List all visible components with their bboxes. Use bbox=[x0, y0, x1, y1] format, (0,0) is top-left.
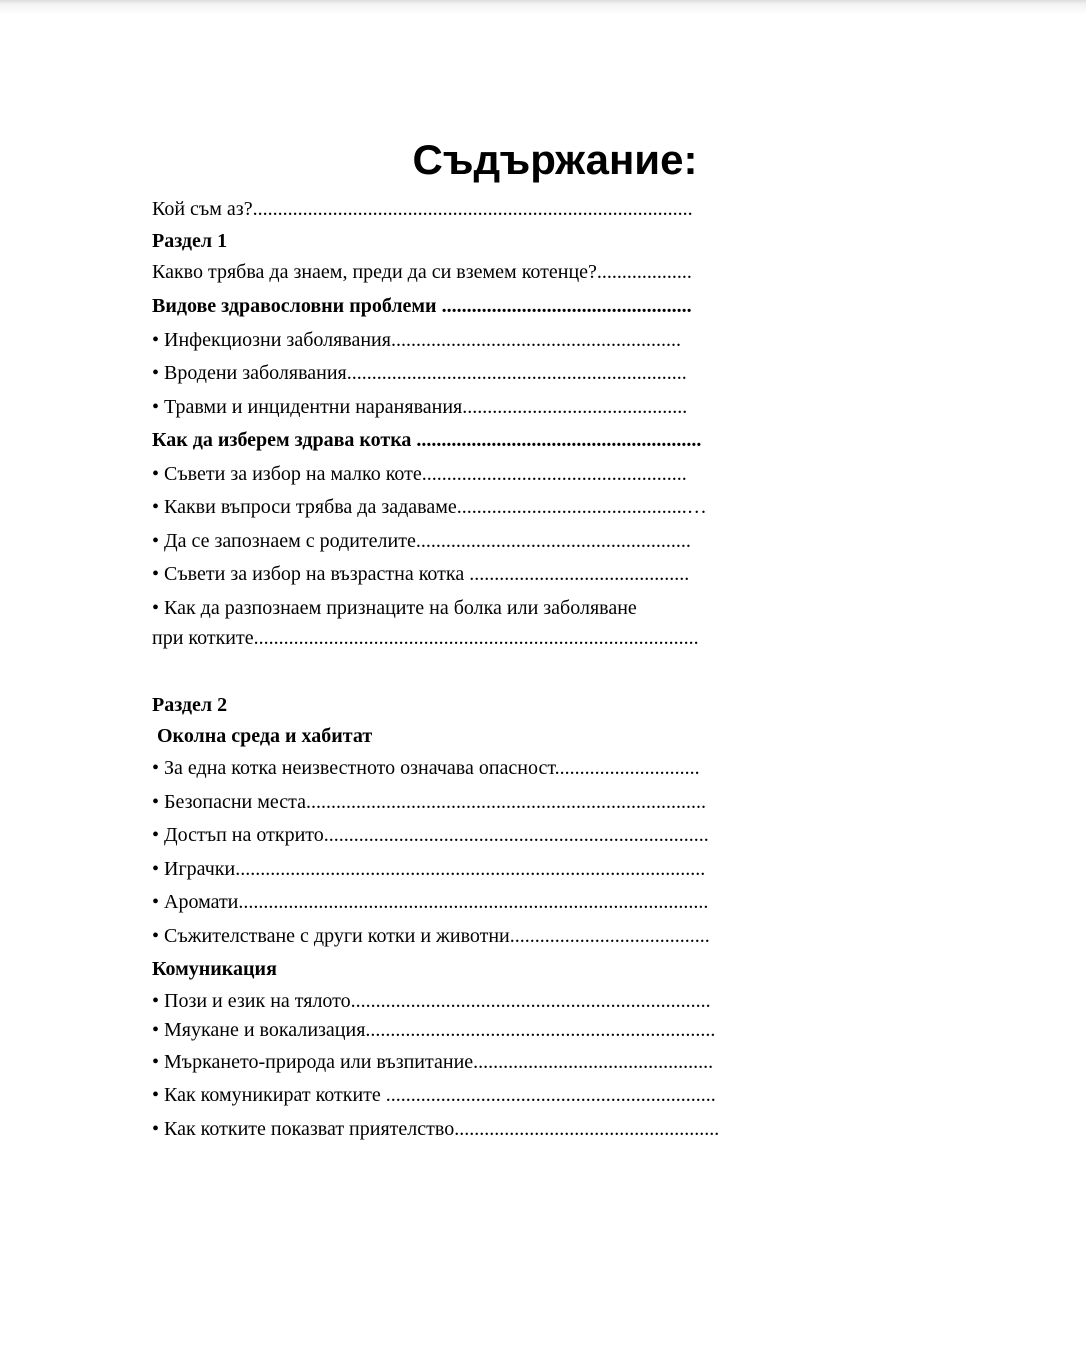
toc-bullet-entry: • Да се запознаем с родителите....................................................... bbox=[152, 530, 691, 552]
toc-entry: Кой съм аз?........................................................................................ bbox=[152, 198, 693, 220]
toc-entry: Какво трябва да знаем, преди да си вземем котенце?................... bbox=[152, 261, 692, 283]
toc-bullet-entry: • За една котка неизвестното означава опасност............................. bbox=[152, 757, 700, 779]
page-title: Съдържание: bbox=[412, 136, 698, 183]
toc-bullet-entry: • Безопасни места................................................................................ bbox=[152, 791, 707, 813]
toc-bullet-entry: • Травми и инцидентни наранявания............................................. bbox=[152, 396, 688, 418]
toc-subsection-heading: Видове здравословни проблеми .................................................. bbox=[152, 295, 692, 317]
toc-bullet-entry: • Какви въпроси трябва да задаваме..............................................… bbox=[152, 496, 707, 518]
toc-bullet-entry: • Достъп на открито............................................................................. bbox=[152, 824, 709, 846]
toc-entry-continuation: при котките......................................................................................... bbox=[152, 627, 699, 649]
toc-bullet-entry: • Съжителстване с други котки и животни........................................ bbox=[152, 925, 710, 947]
toc-section-heading: Раздел 2 bbox=[152, 694, 228, 716]
toc-subsection-heading: Комуникация bbox=[152, 958, 277, 980]
toc-subsection-heading: Как да изберем здрава котка ......................................................... bbox=[152, 429, 702, 451]
toc-bullet-entry: • Играчки.............................................................................................. bbox=[152, 858, 706, 880]
toc-bullet-entry: • Вродени заболявания.................................................................... bbox=[152, 362, 687, 384]
toc-bullet-entry: • Аромати.............................................................................................. bbox=[152, 891, 709, 913]
toc-subsection-heading: Околна среда и хабитат bbox=[152, 725, 373, 747]
toc-bullet-entry: • Мъркането-природа или възпитание................................................ bbox=[152, 1051, 714, 1073]
toc-bullet-entry: • Съвети за избор на възрастна котка ............................................ bbox=[152, 563, 690, 585]
toc-bullet-entry: • Как комуникират котките .................................................................. bbox=[152, 1084, 716, 1106]
toc-bullet-entry: • Съвети за избор на малко коте..................................................... bbox=[152, 463, 687, 485]
toc-bullet-entry: • Пози и език на тялото........................................................................ bbox=[152, 990, 711, 1012]
toc-bullet-entry: • Как котките показват приятелство..................................................... bbox=[152, 1118, 720, 1140]
toc-bullet-entry: • Как да разпознаем признаците на болка или заболяване bbox=[152, 597, 637, 619]
toc-section-heading: Раздел 1 bbox=[152, 230, 228, 252]
toc-bullet-entry: • Мяукане и вокализация...................................................................... bbox=[152, 1019, 716, 1041]
toc-bullet-entry: • Инфекциозни заболявания.......................................................... bbox=[152, 329, 681, 351]
